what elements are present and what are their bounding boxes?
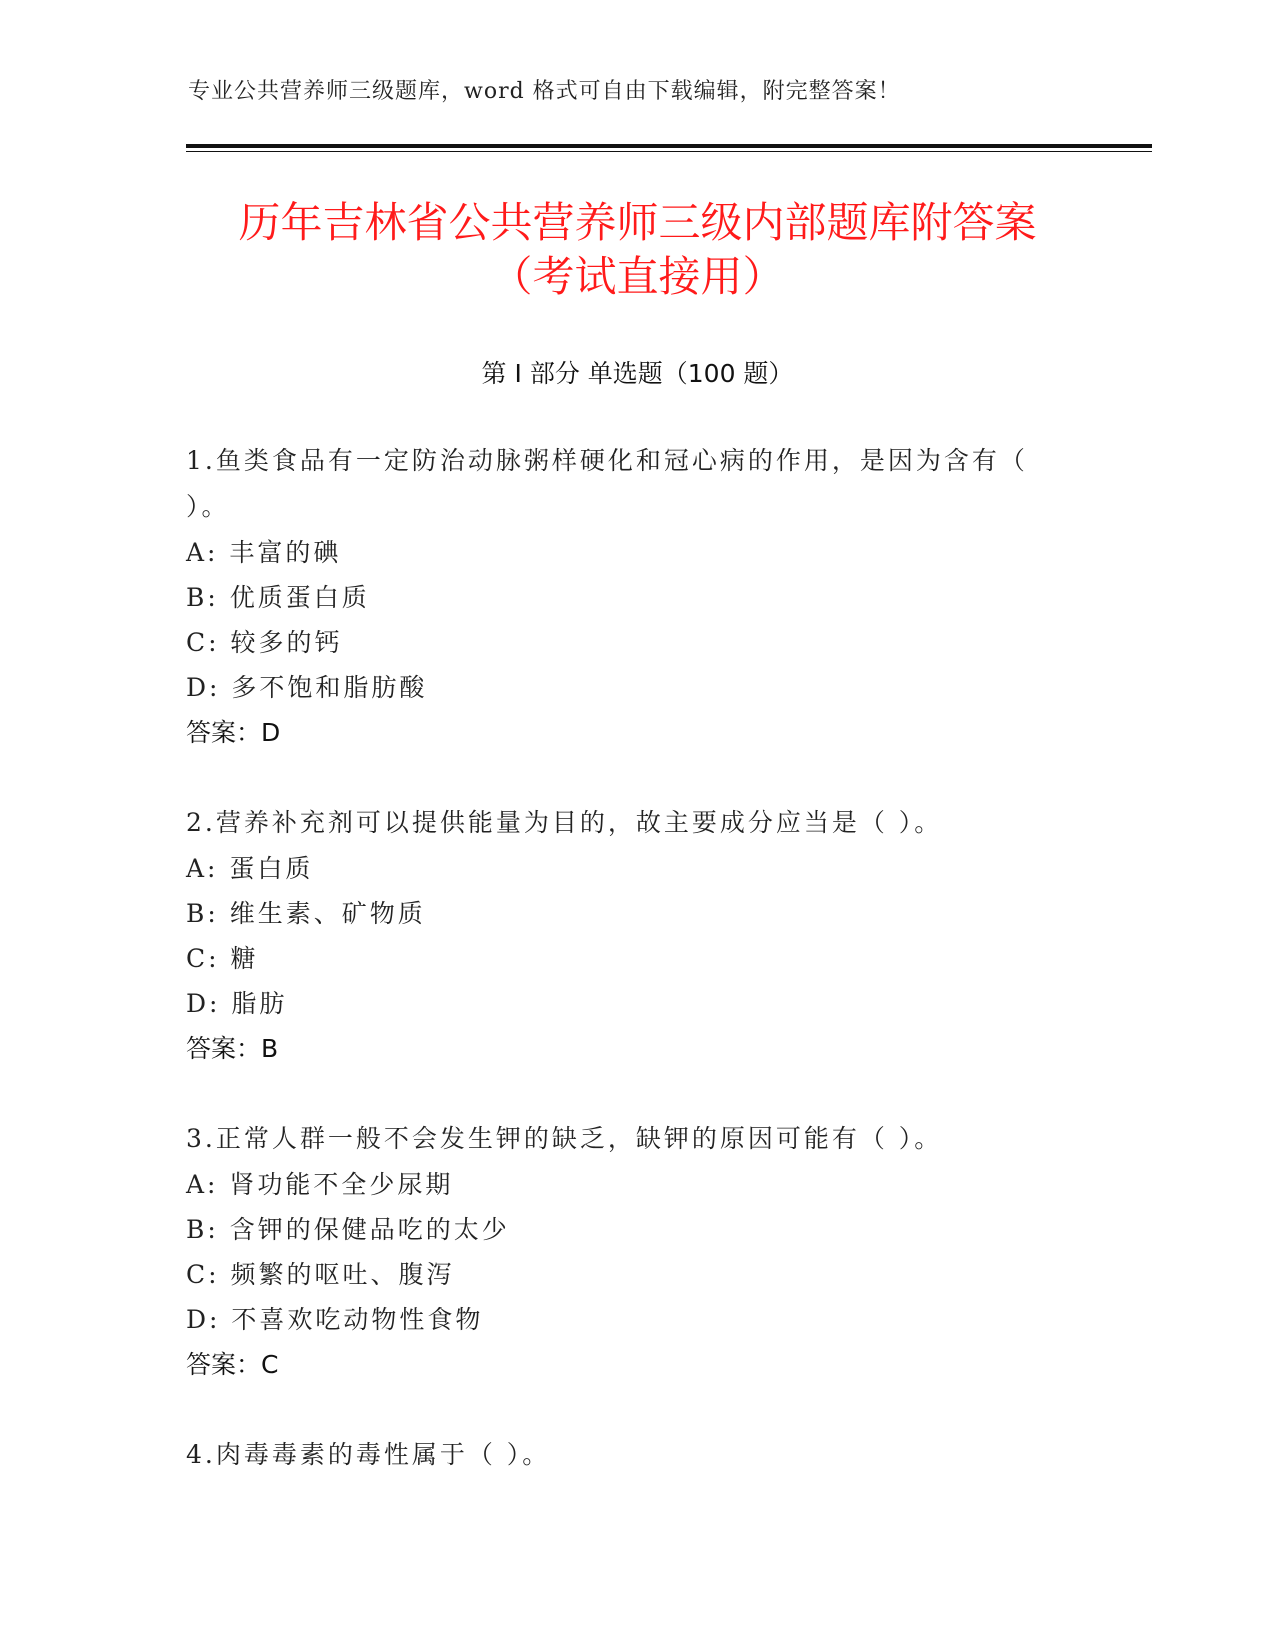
- document-title-line1: 历年吉林省公共营养师三级内部题库附答案: [238, 198, 1037, 247]
- option-c: C: 较多的钙: [186, 628, 343, 657]
- question-stem: 4.肉毒毒素的毒性属于（ ）。: [186, 1440, 551, 1469]
- header-rule-thick: [186, 144, 1152, 148]
- option-b: B: 维生素、矿物质: [186, 899, 426, 928]
- question-4: [186, 1432, 1086, 1478]
- header-rule-thin: [186, 151, 1152, 152]
- option-d: D: 多不饱和脂肪酸: [186, 673, 428, 702]
- question-list: [186, 438, 1086, 1522]
- option-b: B: 含钾的保健品吃的太少: [186, 1215, 510, 1244]
- question-1: [186, 438, 1086, 756]
- option-a: A: 蛋白质: [186, 854, 314, 883]
- option-a: A: 肾功能不全少尿期: [186, 1170, 454, 1199]
- option-b: B: 优质蛋白质: [186, 583, 370, 612]
- option-c: C: 糖: [186, 944, 259, 973]
- question-3: [186, 1116, 1086, 1388]
- header-note: 专业公共营养师三级题库，word 格式可自由下载编辑，附完整答案！: [188, 79, 901, 104]
- option-a: A: 丰富的碘: [186, 538, 342, 567]
- document-title-line2: （考试直接用）: [490, 252, 785, 301]
- answer: 答案：C: [186, 1350, 279, 1379]
- option-d: D: 不喜欢吃动物性食物: [186, 1305, 484, 1334]
- question-stem-continued: ）。: [186, 492, 230, 521]
- option-d: D: 脂肪: [186, 989, 288, 1018]
- section-title: 第 I 部分 单选题（100 题）: [481, 359, 794, 388]
- answer: 答案：D: [186, 718, 281, 747]
- question-stem: 2.营养补充剂可以提供能量为目的，故主要成分应当是（ ）。: [186, 808, 943, 837]
- document-title: [0, 196, 1275, 304]
- question-stem: 3.正常人群一般不会发生钾的缺乏，缺钾的原因可能有（ ）。: [186, 1124, 943, 1153]
- option-c: C: 频繁的呕吐、腹泻: [186, 1260, 455, 1289]
- answer: 答案：B: [186, 1034, 279, 1063]
- question-2: [186, 800, 1086, 1072]
- question-stem: 1.鱼类食品有一定防治动脉粥样硬化和冠心病的作用，是因为含有（: [186, 446, 1028, 475]
